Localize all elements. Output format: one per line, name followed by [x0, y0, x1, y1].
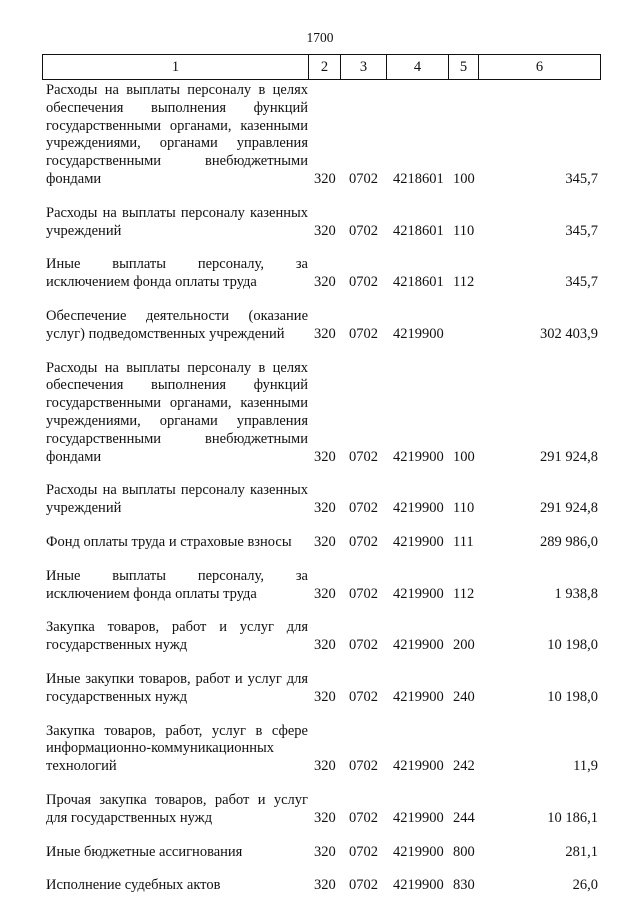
- target-article-code: 4218601: [393, 274, 444, 291]
- row-name: Иные бюджетные ассигнования: [46, 843, 243, 860]
- column-header-2: 2: [309, 55, 341, 80]
- expense-type-code: 110: [453, 222, 475, 239]
- row-name: Иные выплаты персоналу, за исключением фонда оплаты труда: [46, 567, 308, 602]
- target-article-code: 4219900: [393, 448, 444, 465]
- expense-type-code: 240: [453, 688, 475, 705]
- row-name: Иные выплаты персоналу, за исключением фонда оплаты труда: [46, 256, 308, 291]
- expense-type-code: 100: [453, 448, 475, 465]
- admin-code: 320: [314, 170, 336, 187]
- table-row: [0, 256, 640, 292]
- section-code: 0702: [349, 585, 378, 602]
- row-name: Закупка товаров, работ, услуг в сфере информационно-коммуникационных технологий: [46, 722, 308, 775]
- amount: 345,7: [565, 170, 598, 187]
- target-article-code: 4219900: [393, 533, 444, 550]
- admin-code: 320: [314, 843, 336, 860]
- expense-type-code: 112: [453, 274, 475, 291]
- amount: 345,7: [565, 222, 598, 239]
- admin-code: 320: [314, 585, 336, 602]
- amount: 345,7: [565, 274, 598, 291]
- amount: 281,1: [565, 843, 598, 860]
- expense-type-code: 830: [453, 877, 475, 894]
- expense-type-code: 110: [453, 500, 475, 517]
- table-row: [0, 671, 640, 707]
- section-code: 0702: [349, 170, 378, 187]
- row-name: Расходы на выплаты персоналу в целях обеспечения выполнения функций государственными органами, казенными учреждениями, органами управления государственными внебюджетными фондами: [46, 359, 308, 465]
- table-row: [0, 534, 640, 552]
- amount: 10 198,0: [547, 688, 598, 705]
- target-article-code: 4219900: [393, 809, 444, 826]
- table-row: [0, 205, 640, 241]
- admin-code: 320: [314, 448, 336, 465]
- expense-type-code: 800: [453, 843, 475, 860]
- amount: 1 938,8: [554, 585, 598, 602]
- section-code: 0702: [349, 688, 378, 705]
- table-row: [0, 792, 640, 828]
- table-row: [0, 844, 640, 862]
- amount: 291 924,8: [540, 500, 598, 517]
- section-code: 0702: [349, 500, 378, 517]
- row-name: Прочая закупка товаров, работ и услуг для государственных нужд: [46, 791, 308, 826]
- admin-code: 320: [314, 637, 336, 654]
- admin-code: 320: [314, 533, 336, 550]
- amount: 291 924,8: [540, 448, 598, 465]
- section-code: 0702: [349, 843, 378, 860]
- admin-code: 320: [314, 877, 336, 894]
- target-article-code: 4219900: [393, 585, 444, 602]
- row-name: Расходы на выплаты персоналу казенных учреждений: [46, 482, 308, 517]
- table-row: [0, 723, 640, 776]
- target-article-code: 4219900: [393, 325, 444, 342]
- section-code: 0702: [349, 325, 378, 342]
- section-code: 0702: [349, 758, 378, 775]
- target-article-code: 4218601: [393, 222, 444, 239]
- budget-rows: [0, 82, 640, 911]
- section-code: 0702: [349, 637, 378, 654]
- row-name: Закупка товаров, работ и услуг для государственных нужд: [46, 619, 308, 654]
- target-article-code: 4219900: [393, 758, 444, 775]
- row-name: Иные закупки товаров, работ и услуг для государственных нужд: [46, 670, 308, 705]
- section-code: 0702: [349, 222, 378, 239]
- table-row: [0, 482, 640, 518]
- table-row: [0, 308, 640, 344]
- row-name: Фонд оплаты труда и страховые взносы: [46, 533, 292, 550]
- page-number: 1700: [306, 30, 334, 45]
- section-code: 0702: [349, 533, 378, 550]
- amount: 289 986,0: [540, 533, 598, 550]
- admin-code: 320: [314, 500, 336, 517]
- expense-type-code: 112: [453, 585, 475, 602]
- table-row: [0, 619, 640, 655]
- column-header-4: 4: [387, 55, 449, 80]
- target-article-code: 4219900: [393, 637, 444, 654]
- amount: 10 198,0: [547, 637, 598, 654]
- table-row: [0, 82, 640, 189]
- target-article-code: 4219900: [393, 688, 444, 705]
- section-code: 0702: [349, 877, 378, 894]
- column-header-6: 6: [479, 55, 601, 80]
- admin-code: 320: [314, 274, 336, 291]
- target-article-code: 4219900: [393, 500, 444, 517]
- expense-type-code: 244: [453, 809, 475, 826]
- admin-code: 320: [314, 809, 336, 826]
- admin-code: 320: [314, 222, 336, 239]
- target-article-code: 4219900: [393, 843, 444, 860]
- column-header-table: [42, 54, 601, 80]
- row-name: Расходы на выплаты персоналу казенных учреждений: [46, 204, 308, 239]
- amount: 302 403,9: [540, 325, 598, 342]
- section-code: 0702: [349, 809, 378, 826]
- column-header-3: 3: [341, 55, 387, 80]
- row-name: Расходы на выплаты персоналу в целях обеспечения выполнения функций государственными органами, казенными учреждениями, органами управления государственными внебюджетными фондами: [46, 82, 308, 187]
- table-row: [0, 568, 640, 604]
- column-header-row: [43, 55, 601, 80]
- table-row: [0, 877, 640, 895]
- expense-type-code: 100: [453, 170, 475, 187]
- expense-type-code: 200: [453, 637, 475, 654]
- amount: 26,0: [572, 877, 598, 894]
- expense-type-code: 111: [453, 533, 474, 550]
- column-header-1: 1: [43, 55, 309, 80]
- row-name: Исполнение судебных актов: [46, 877, 221, 894]
- column-header-5: 5: [449, 55, 479, 80]
- section-code: 0702: [349, 448, 378, 465]
- table-row: [0, 360, 640, 467]
- amount: 10 186,1: [547, 809, 598, 826]
- admin-code: 320: [314, 758, 336, 775]
- expense-type-code: 242: [453, 758, 475, 775]
- section-code: 0702: [349, 274, 378, 291]
- target-article-code: 4218601: [393, 170, 444, 187]
- row-name: Обеспечение деятельности (оказание услуг) подведомственных учреждений: [46, 307, 308, 342]
- amount: 11,9: [573, 758, 598, 775]
- admin-code: 320: [314, 688, 336, 705]
- admin-code: 320: [314, 325, 336, 342]
- target-article-code: 4219900: [393, 877, 444, 894]
